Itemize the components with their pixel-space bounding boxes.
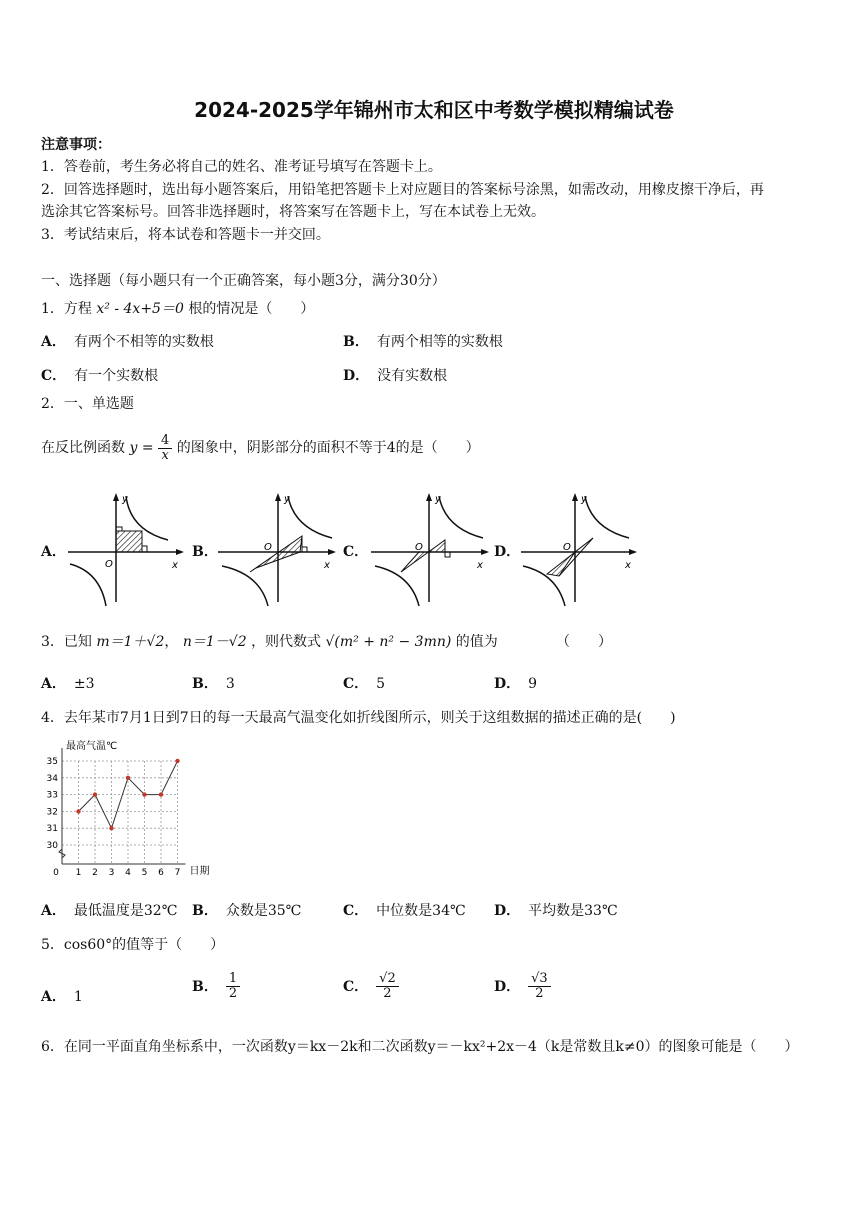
q5-option-b bbox=[192, 972, 240, 1001]
fraction-numerator: √2 bbox=[376, 972, 399, 987]
q3-pre: 3．已知 bbox=[41, 634, 92, 650]
y-label: y bbox=[435, 494, 441, 505]
q2-fraction bbox=[158, 434, 172, 463]
option-text: 1 bbox=[73, 989, 83, 1005]
q2-graph-d bbox=[517, 490, 641, 608]
q2-option-c-label: C． bbox=[343, 544, 369, 560]
q4-option-a bbox=[41, 900, 177, 920]
fraction-denominator: 2 bbox=[383, 986, 392, 1001]
q3-option-a bbox=[41, 673, 95, 693]
q4-option-c bbox=[343, 900, 466, 920]
option-text: 中位数是34℃ bbox=[376, 903, 466, 919]
question-1 bbox=[41, 298, 314, 318]
data-point bbox=[76, 809, 80, 813]
option-text: 9 bbox=[528, 676, 538, 692]
q1-option-c bbox=[41, 365, 158, 385]
fraction-denominator: 2 bbox=[228, 986, 238, 1001]
temperature-line-chart bbox=[44, 736, 224, 880]
option-label: D． bbox=[494, 676, 521, 692]
hyperbola-branch bbox=[585, 496, 629, 538]
q2-option-a-label: A． bbox=[41, 544, 66, 560]
q3-post: 的值为 bbox=[455, 634, 498, 650]
question-4: 4．去年某市7月1日到7日的每一天最高气温变化如折线图所示，则关于这组数据的描述正确的是( ) bbox=[41, 710, 676, 726]
option-label: C． bbox=[41, 368, 67, 384]
option-text: ±3 bbox=[73, 676, 95, 692]
fraction-numerator: 1 bbox=[226, 972, 240, 987]
y-tick-label: 34 bbox=[46, 773, 58, 784]
x-tick-label: 1 bbox=[75, 868, 82, 878]
x-label: x bbox=[324, 560, 330, 571]
option-label: C． bbox=[343, 903, 369, 919]
y-tick-label: 32 bbox=[46, 807, 58, 818]
q3-n: n＝1－√2 bbox=[182, 634, 247, 650]
x-axis-title: 日期 bbox=[189, 866, 210, 877]
y-tick-label: 33 bbox=[46, 790, 58, 801]
q5-fraction bbox=[376, 972, 399, 1001]
fraction-numerator: √3 bbox=[528, 972, 551, 987]
x-tick-label: 3 bbox=[108, 868, 115, 878]
section-heading: 一、选择题（每小题只有一个正确答案，每小题3分，满分30分） bbox=[41, 273, 446, 289]
option-label: B． bbox=[343, 334, 369, 350]
q2-stem-post: 的图象中，阴影部分的面积不等于4的是（ ） bbox=[176, 440, 480, 456]
option-label: C． bbox=[343, 978, 369, 995]
notice-heading: 注意事项： bbox=[41, 137, 111, 153]
hyperbola-branch bbox=[439, 496, 483, 538]
question-5: 5．cos60°的值等于（ ） bbox=[41, 937, 225, 953]
origin-label: O bbox=[563, 542, 571, 553]
q5-fraction bbox=[226, 972, 240, 1001]
x-tick-label: 2 bbox=[92, 868, 98, 878]
x-label: x bbox=[172, 560, 178, 571]
q2-graph-a bbox=[64, 490, 188, 608]
y-label: y bbox=[581, 494, 587, 505]
fraction-denominator: 2 bbox=[535, 986, 544, 1001]
q3-option-b bbox=[192, 673, 235, 693]
q1-option-a bbox=[41, 331, 214, 351]
option-text: 有两个相等的实数根 bbox=[376, 334, 503, 350]
data-point bbox=[93, 792, 97, 796]
y-tick-label: 31 bbox=[46, 824, 58, 835]
q1-stem-pre: 1．方程 bbox=[41, 301, 92, 317]
option-label: D． bbox=[343, 368, 370, 384]
option-text: 3 bbox=[225, 676, 235, 692]
option-text: 有一个实数根 bbox=[74, 368, 159, 384]
option-label: B． bbox=[192, 676, 218, 692]
q3-option-c bbox=[343, 673, 385, 693]
hyperbola-branch bbox=[288, 496, 332, 538]
q5-option-c bbox=[343, 972, 399, 1001]
hyperbola-branch bbox=[375, 566, 419, 606]
option-label: C． bbox=[343, 676, 369, 692]
data-point bbox=[159, 792, 163, 796]
data-point bbox=[109, 826, 113, 830]
q3-expr: √(m² + n² − 3mn) bbox=[325, 634, 452, 650]
q2-option-d-label: D． bbox=[494, 544, 521, 560]
x-tick-label: 5 bbox=[141, 868, 148, 878]
shaded-region bbox=[116, 531, 142, 552]
x-tick-label: 7 bbox=[174, 868, 181, 878]
option-text: 5 bbox=[376, 676, 386, 692]
question-6: 6．在同一平面直角坐标系中，一次函数y＝kx－2k和二次函数y＝－kx²+2x－4（k是常数且k≠0）的图象可能是（ ） bbox=[41, 1039, 799, 1055]
shaded-region bbox=[401, 540, 445, 572]
option-label: A． bbox=[41, 903, 66, 919]
option-label: A． bbox=[41, 334, 66, 350]
q2-option-b-label: B． bbox=[192, 544, 218, 560]
q3-mid: ，则代数式 bbox=[251, 634, 322, 650]
q2-func-den: x bbox=[161, 447, 169, 463]
y-axis-title: 最高气温℃ bbox=[66, 741, 118, 752]
origin-label: O bbox=[415, 542, 423, 553]
q5-option-a bbox=[41, 986, 83, 1006]
q2-graph-b bbox=[214, 490, 340, 608]
y-label: y bbox=[284, 494, 290, 505]
page-title: 2024-2025学年锦州市太和区中考数学模拟精编试卷 bbox=[194, 98, 674, 122]
origin-label: 0 bbox=[53, 868, 59, 878]
option-label: A． bbox=[41, 989, 66, 1005]
y-label: y bbox=[122, 494, 128, 505]
q2-graph-c bbox=[367, 490, 493, 608]
q3-answer-paren: （ ） bbox=[556, 634, 612, 650]
origin-label: O bbox=[264, 542, 272, 553]
x-label: x bbox=[625, 560, 631, 571]
x-tick-label: 6 bbox=[158, 868, 164, 878]
hyperbola-branch bbox=[70, 564, 106, 606]
data-point bbox=[142, 792, 146, 796]
question-2-stem bbox=[41, 428, 480, 468]
q1-stem-post: 根的情况是（ ） bbox=[188, 301, 315, 317]
notice-item-3: 3．考试结束后，将本试卷和答题卡一并交回。 bbox=[41, 227, 330, 243]
q1-option-b bbox=[343, 331, 503, 351]
question-2-number: 2．一、单选题 bbox=[41, 396, 134, 412]
option-label: B． bbox=[192, 978, 218, 995]
notice-item-2-cont: 选涂其它答案标号。回答非选择题时，将答案写在答题卡上，写在本试卷上无效。 bbox=[41, 204, 545, 220]
shaded-region bbox=[250, 536, 302, 572]
q4-option-d bbox=[494, 900, 618, 920]
q2-func-y: y = bbox=[129, 440, 154, 456]
question-3 bbox=[41, 631, 498, 651]
option-text: 众数是35℃ bbox=[225, 903, 302, 919]
q1-equation: x² - 4x+5＝0 bbox=[96, 301, 184, 317]
q3-option-d bbox=[494, 673, 537, 693]
option-label: B． bbox=[192, 903, 218, 919]
q5-option-d bbox=[494, 972, 551, 1001]
x-label: x bbox=[477, 560, 483, 571]
q2-func-num: 4 bbox=[158, 434, 172, 449]
q3-m: m＝1＋√2 bbox=[96, 634, 165, 650]
option-label: A． bbox=[41, 676, 66, 692]
option-text: 平均数是33℃ bbox=[528, 903, 618, 919]
data-point bbox=[175, 759, 179, 763]
q4-option-b bbox=[192, 900, 301, 920]
option-label: D． bbox=[494, 903, 521, 919]
q1-option-d bbox=[343, 365, 447, 385]
x-tick-label: 4 bbox=[125, 868, 131, 878]
y-tick-label: 30 bbox=[46, 841, 58, 851]
option-text: 有两个不相等的实数根 bbox=[73, 334, 214, 350]
option-label: D． bbox=[494, 978, 521, 995]
option-text: 最低温度是32℃ bbox=[73, 903, 178, 919]
q5-fraction bbox=[528, 972, 551, 1001]
notice-item-2: 2．回答选择题时，选出每小题答案后，用铅笔把答题卡上对应题目的答案标号涂黑，如需改动，用橡皮擦干净后，再 bbox=[41, 182, 764, 198]
option-text: 没有实数根 bbox=[377, 368, 448, 384]
data-point bbox=[126, 776, 130, 780]
q3-sep: ， bbox=[164, 634, 179, 650]
origin-label: O bbox=[105, 559, 113, 570]
notice-item-1: 1．答卷前，考生务必将自己的姓名、准考证号填写在答题卡上。 bbox=[41, 159, 442, 175]
hyperbola-branch bbox=[222, 566, 268, 606]
y-tick-label: 35 bbox=[46, 757, 58, 767]
q2-stem-pre: 在反比例函数 bbox=[41, 440, 125, 456]
